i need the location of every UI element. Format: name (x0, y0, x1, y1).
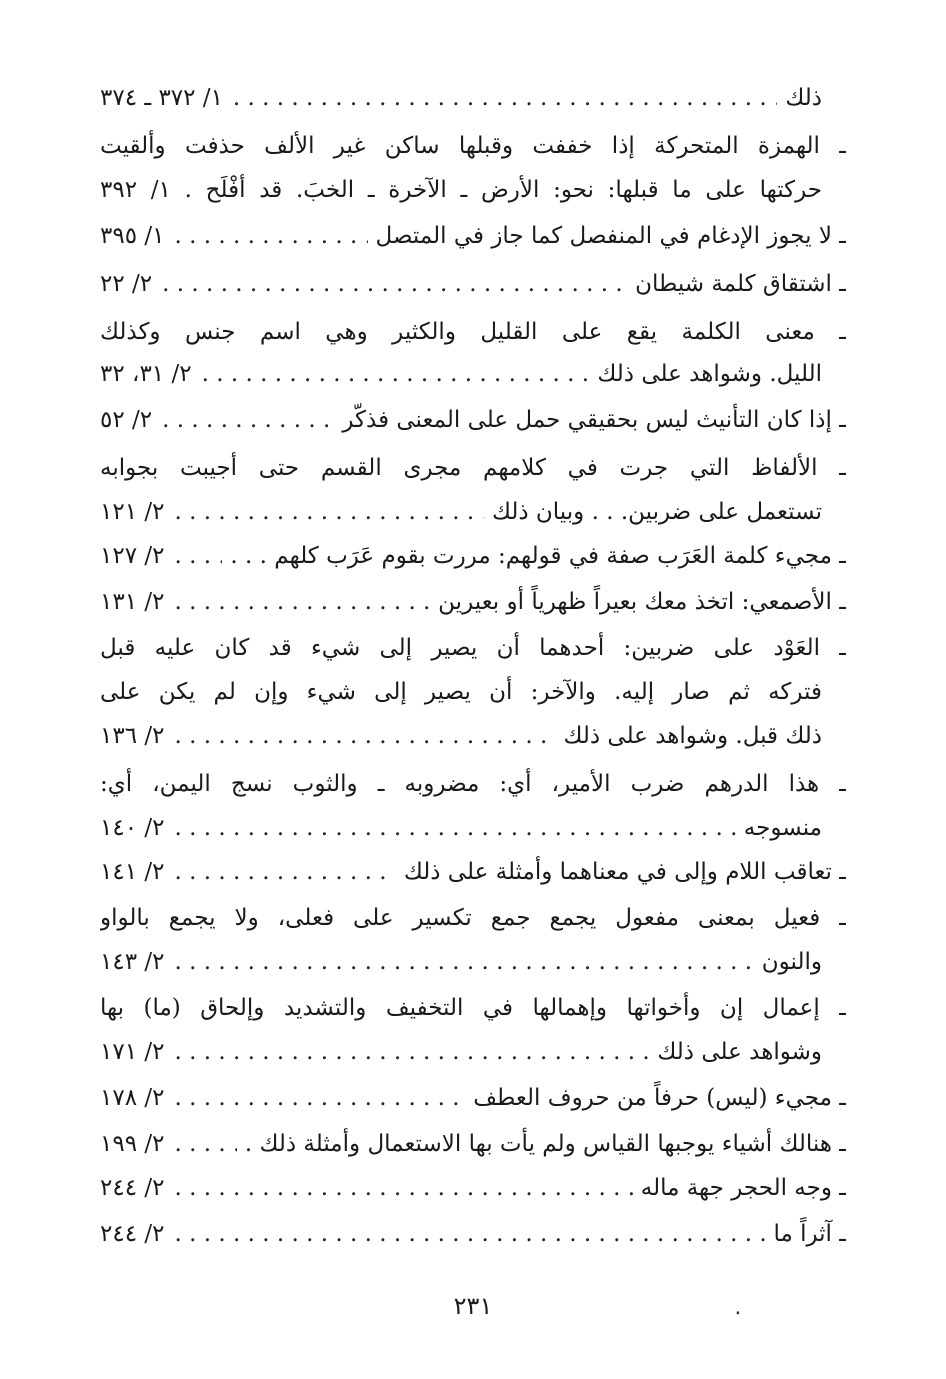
entry-text: ـ معنى الكلمة يقع على القليل والكثير وهي اسم جنس وكذلك (100, 319, 846, 345)
page-reference: ١/ ٣٩٥ (100, 223, 165, 249)
index-entry (100, 626, 846, 670)
index-entry (100, 124, 846, 168)
entry-text: منسوجه (743, 815, 822, 841)
entry-text: ـ الهمزة المتحركة إذا خففت وقبلها ساكن غير الألف حذفت وألقيت (100, 133, 846, 159)
page-reference: ٢/ ٢٤٤ (100, 1175, 165, 1201)
entry-text: ـ تعاقب اللام وإلى في معناهما وأمثلة على ذلك (403, 859, 846, 885)
page-reference: ٢/ ١٣٦ (100, 723, 165, 749)
index-entry (100, 986, 846, 1030)
page-reference: ٢/ ١٤٠ (100, 815, 165, 841)
index-entry (100, 1212, 846, 1256)
page-reference: ٢/ ١٤٣ (100, 949, 165, 975)
entry-text: والنون (761, 949, 822, 975)
page-reference: ١/ ٣٧٢ ـ ٣٧٤ (100, 85, 223, 111)
leader-dots (174, 490, 483, 534)
entry-text: ـ الألفاظ التي جرت في كلامهم مجرى القسم حتى أجيبت بجوابه (100, 455, 846, 481)
index-entry (100, 168, 846, 212)
index-entry (100, 1122, 846, 1166)
index-entry (100, 850, 846, 894)
entry-text: ذلك قبل. وشواهد على ذلك (563, 723, 822, 749)
page-reference: ٢/ ٢٢ (100, 271, 153, 297)
index-entry (100, 490, 846, 534)
index-entry (100, 1166, 846, 1210)
entry-text: ـ العَوْد على ضربين: أحدهما أن يصير إلى شيء قد كان عليه قبل (100, 635, 846, 661)
entry-text: الليل. وشواهد على ذلك (597, 361, 822, 387)
index-entry (100, 262, 846, 306)
entry-text: ـ آثراً ما (773, 1221, 846, 1247)
index-entry (100, 1030, 846, 1074)
index-entry (100, 714, 846, 758)
entry-text: ـ إذا كان التأنيث ليس بحقيقي حمل على المعنى فذكّر (342, 407, 846, 433)
index-entry (100, 762, 846, 806)
page-reference: ٢/ ١٩٩ (100, 1131, 165, 1157)
index-entry (100, 214, 846, 258)
leader-dots (174, 534, 222, 578)
page-reference: ٢/ ٣١، ٣٢ (100, 361, 192, 387)
entry-text: حركتها على ما قبلها: نحو: الأرض ـ الآخرة ـ الخبَ. قد أفْلَح . ١/ ٣٩٢ (100, 177, 822, 203)
index-entry (100, 310, 846, 354)
entry-text: ـ لا يجوز الإدغام في المنفصل كما جاز في المتصل (375, 223, 846, 249)
index-entry (100, 534, 846, 578)
index-entry (100, 670, 846, 714)
leader-dots (162, 398, 334, 442)
page-reference: ٢/ ٥٢ (100, 407, 153, 433)
leader-dots (174, 1122, 236, 1166)
leader-dots (174, 1030, 649, 1074)
print-mark: ٠ (732, 1300, 744, 1325)
index-entry (100, 806, 846, 850)
entry-text: ـ هنالك أشياء يوجبها القياس ولم يأت بها الاستعمال وأمثلة ذلك . (244, 1131, 846, 1157)
entry-text: ـ الأصمعي: اتخذ معك بعيراً ظهرياً أو بعيرين (438, 589, 846, 615)
entry-text: وشواهد على ذلك (657, 1039, 822, 1065)
entry-text: ـ وجه الحجر جهة ماله (640, 1175, 846, 1201)
page-reference: ٢/ ١٢١ (100, 499, 165, 525)
leader-dots (174, 850, 395, 894)
leader-dots (162, 262, 627, 306)
index-entry (100, 446, 846, 490)
entry-text: ذلك (785, 85, 822, 111)
entry-text: ـ هذا الدرهم ضرب الأمير، أي: مضروبه ـ والثوب نسج اليمن، أي: (100, 771, 846, 797)
leader-dots (174, 580, 430, 624)
index-entry (100, 76, 846, 120)
entry-text: فتركه ثم صار إليه. والآخر: أن يصير إلى شيء وإن لم يكن على (100, 679, 822, 705)
leader-dots (233, 76, 777, 120)
page-reference: ٢/ ١٧٨ (100, 1085, 165, 1111)
page-reference: ٢/ ١٣١ (100, 589, 165, 615)
page-reference: ٢/ ١٧١ (100, 1039, 165, 1065)
leader-dots (174, 1166, 632, 1210)
index-entry (100, 896, 846, 940)
leader-dots (174, 806, 735, 850)
entry-text: تستعمل على ضربين. . . وبيان ذلك (491, 499, 822, 525)
page-reference: ٢/ ١٢٧ (100, 543, 165, 569)
leader-dots (174, 940, 753, 984)
entry-text: ـ إعمال إن وأخواتها وإهمالها في التخفيف والتشديد وإلحاق (ما) بها (100, 995, 846, 1021)
leader-dots (202, 352, 590, 396)
page-reference: ٢/ ١٤١ (100, 859, 165, 885)
index-entry (100, 1076, 846, 1120)
entry-text: ـ مجيء كلمة العَرَب صفة في قولهم: مررت بقوم عَرَب كلهم . . . (230, 543, 846, 569)
index-entry (100, 352, 846, 396)
index-entry (100, 398, 846, 442)
entry-text: ـ فعيل بمعنى مفعول يجمع جمع تكسير على فعلى، ولا يجمع بالواو (100, 905, 846, 931)
entry-text: ـ اشتقاق كلمة شيطان (635, 271, 846, 297)
index-entry (100, 940, 846, 984)
leader-dots (174, 214, 367, 258)
entry-text: ـ مجيء (ليس) حرفاً من حروف العطف (473, 1085, 846, 1111)
index-entry (100, 580, 846, 624)
leader-dots (174, 1212, 765, 1256)
leader-dots (174, 714, 555, 758)
page-reference: ٢/ ٢٤٤ (100, 1221, 165, 1247)
leader-dots (174, 1076, 465, 1120)
page-number: ٢٣١ (453, 1292, 493, 1320)
